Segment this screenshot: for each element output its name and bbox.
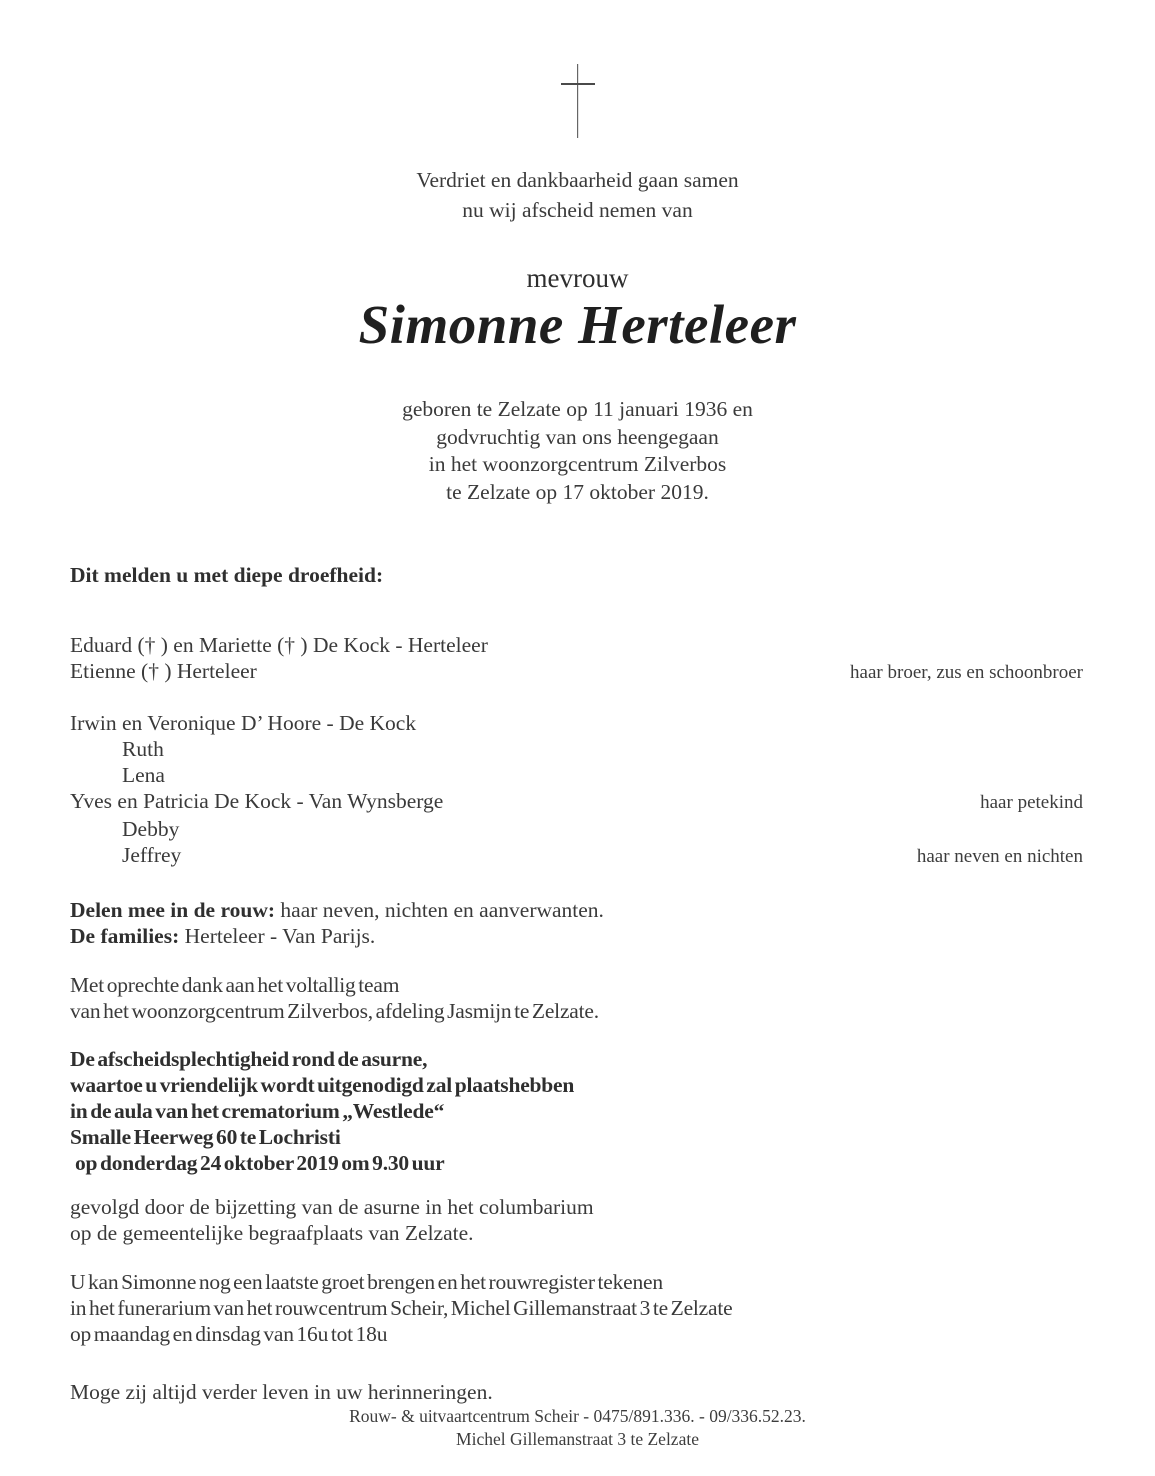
relative-name: Ruth [122,737,164,761]
thanks-line-1: Met oprechte dank aan het voltallig team [70,973,400,997]
relation-note: haar neven en nichten [916,846,1083,867]
life-details [0,396,1155,506]
relative-name: Yves en Patricia De Kock - Van Wynsberge [70,789,444,813]
deceased-name: Simonne Herteleer [358,294,797,355]
interment-line-1: gevolgd door de bijzetting van de asurne in het columbarium [70,1195,594,1219]
funeral-home-footer [0,1405,1155,1450]
relative-row [70,788,1083,816]
interment-line-2: op de gemeentelijke begraafplaats van Zelzate. [70,1221,474,1245]
intro-line-2: nu wij afscheid nemen van [462,198,693,222]
cross-icon [561,64,595,138]
life-line-1: geboren te Zelzate op 11 januari 1936 en [402,397,753,421]
relative-row [70,762,1083,788]
relation-note: haar broer, zus en schoonbroer [850,662,1083,683]
farewell-line-2: in het funerarium van het rouwcentrum Scheir, Michel Gillemanstraat 3 te Zelzate [70,1296,733,1320]
ceremony-line-5: op donderdag 24 oktober 2019 om 9.30 uur [75,1151,445,1175]
relative-name: Lena [122,763,165,787]
relatives-group-2 [70,710,1083,870]
relative-name: Eduard († ) en Mariette († ) De Kock - Herteleer [70,633,488,657]
salutation: mevrouw [526,263,629,293]
relative-name: Jeffrey [122,843,182,867]
relation-note: haar petekind [980,792,1083,813]
mourning-rest-1: haar neven, nichten en aanverwanten. [275,898,604,922]
life-line-3: in het woonzorgcentrum Zilverbos [428,452,727,476]
relative-row [70,658,1083,686]
life-line-4: te Zelzate op 17 oktober 2019. [446,479,709,504]
farewell-line-1: U kan Simonne nog een laatste groet brengen en het rouwregister tekenen [70,1270,663,1294]
card-body [0,562,1155,1405]
footer-line-2: Michel Gillemanstraat 3 te Zelzate [456,1428,699,1449]
relative-name: Debby [122,817,180,841]
thanks-section [70,972,1083,1024]
relative-row [70,632,1083,658]
interment-section [70,1194,1083,1246]
intro-line-1: Verdriet en dankbaarheid gaan samen [416,168,739,192]
footer-line-1: Rouw- & uitvaartcentrum Scheir - 0475/891.336. - 09/336.52.23. [349,1406,806,1426]
announcement-heading: Dit melden u met diepe droefheid: [70,563,384,587]
life-line-2: godvruchtig van ons heengegaan [436,424,719,449]
mourning-line-2 [70,923,1083,949]
mourning-section [70,897,1083,949]
ceremony-line-4: Smalle Heerweg 60 te Lochristi [70,1125,341,1149]
relative-row [70,736,1083,762]
mourning-label-2: De families: [70,924,180,948]
farewell-section [70,1269,1083,1347]
thanks-line-2: van het woonzorgcentrum Zilverbos, afdeling Jasmijn te Zelzate. [70,999,599,1023]
mourning-rest-2: Herteleer - Van Parijs. [179,924,376,948]
relative-row [70,842,1083,870]
cross-wrap [0,0,1155,138]
closing-line: Moge zij altijd verder leven in uw herinneringen. [70,1380,493,1404]
intro-text [0,165,1155,225]
ceremony-line-3: in de aula van het crematorium „Westlede“ [70,1099,445,1123]
relative-row [70,816,1083,842]
ceremony-section [70,1046,1083,1176]
cross-horizontal-bar [561,83,595,85]
farewell-line-3: op maandag en dinsdag van 16u tot 18u [70,1322,388,1346]
relative-row [70,710,1083,736]
relatives-group-1 [70,632,1083,686]
ceremony-line-2: waartoe u vriendelijk wordt uitgenodigd zal plaatshebben [70,1073,575,1097]
relative-name: Etienne († ) Herteleer [70,659,257,683]
relative-name: Irwin en Veronique D’ Hoore - De Kock [70,711,417,735]
mourning-line-1 [70,897,1083,923]
ceremony-line-1: De afscheidsplechtigheid rond de asurne, [70,1047,428,1071]
cross-vertical-bar [577,64,579,138]
mourning-label-1: Delen mee in de rouw: [70,898,276,922]
